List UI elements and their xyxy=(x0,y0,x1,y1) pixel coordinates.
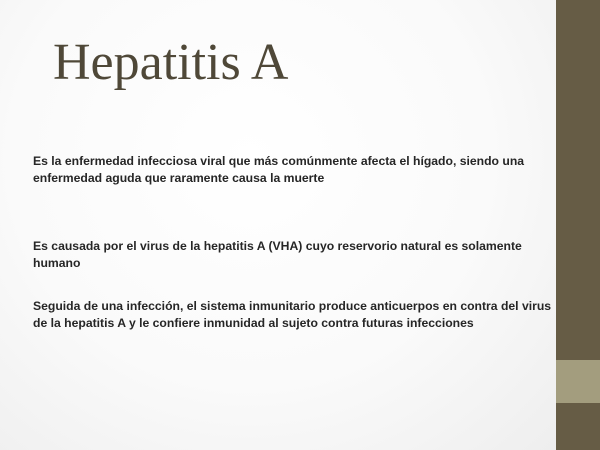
slide-title: Hepatitis A xyxy=(53,34,289,91)
decorative-sidebar xyxy=(556,0,600,450)
slide-paragraph-3: Seguida de una infección, el sistema inmunitario produce anticuerpos en contra del virus de la hepatitis A y le confiere inmunidad al sujeto contra futuras infecciones xyxy=(33,299,552,330)
sidebar-accent-block xyxy=(556,360,600,403)
slide-paragraph-2: Es causada por el virus de la hepatitis A (VHA) cuyo reservorio natural es solamente humano xyxy=(33,239,522,270)
slide-paragraph-1: Es la enfermedad infecciosa viral que más comúnmente afecta el hígado, siendo una enfermedad aguda que raramente causa la muerte xyxy=(33,154,525,185)
